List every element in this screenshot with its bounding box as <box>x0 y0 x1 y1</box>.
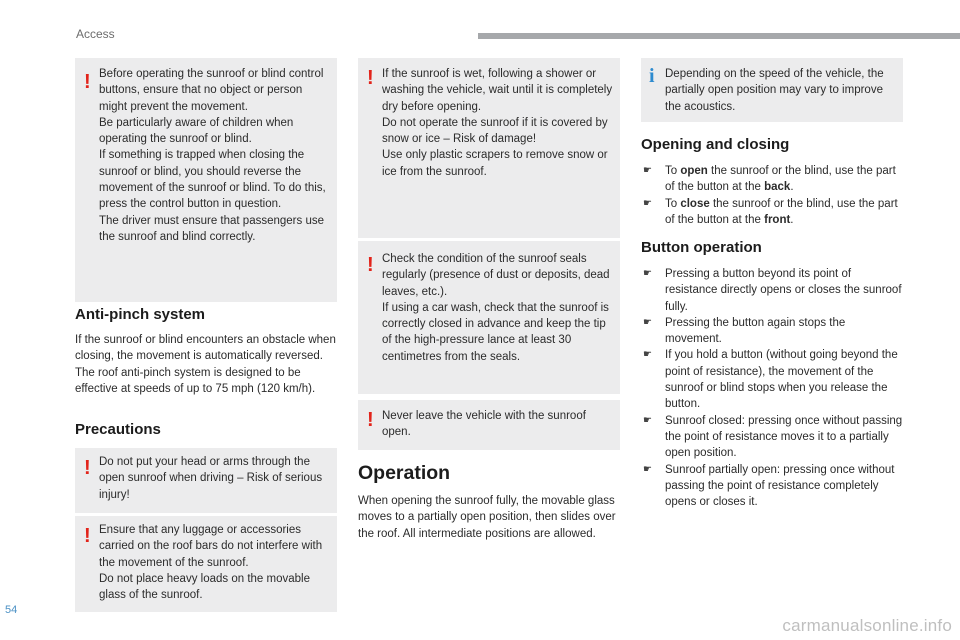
paragraph: Do not place heavy loads on the movable glass of the sunroof. <box>99 572 310 602</box>
heading-button-operation: Button operation <box>641 239 762 256</box>
warning-box-sunroof-operation <box>75 58 337 302</box>
pointing-hand-bullet-icon: ☛ <box>643 316 652 328</box>
list-item: ☛ Pressing the button again stops the movement. <box>643 316 846 346</box>
pointing-hand-bullet-icon: ☛ <box>643 197 652 209</box>
warning-box-roof-bars <box>75 516 337 612</box>
warning-icon: ! <box>84 525 91 547</box>
paragraph: Do not operate the sunroof if it is covered by snow or ice – Risk of damage! <box>382 116 608 146</box>
paragraph: If using a car wash, check that the sunroof is correctly closed in advance and keep the tip of the high-pressure lance at least 30 centimetres from the seals. <box>382 301 609 363</box>
paragraph: Before operating the sunroof or blind control buttons, ensure that no object or person might prevent the movement. <box>99 68 324 113</box>
warning-icon: ! <box>367 67 374 89</box>
warning-icon: ! <box>367 409 374 431</box>
info-icon: i <box>649 65 655 87</box>
paragraph: The roof anti-pinch system is designed to be effective at speeds of up to 75 mph (120 km/h). <box>75 366 316 395</box>
pointing-hand-bullet-icon: ☛ <box>643 349 652 361</box>
paragraph: Ensure that any luggage or accessories carried on the roof bars do not interfere with the movement of the sunroof. <box>99 524 323 569</box>
warning-box-leave-vehicle <box>358 400 620 450</box>
page-number: 54 <box>5 604 18 616</box>
paragraph: If the sunroof or blind encounters an obstacle when closing, the movement is automatically reversed. <box>75 334 336 363</box>
list-item: ☛ Sunroof partially open: pressing once without passing the point of resistance completely opens or closes it. <box>643 463 895 509</box>
watermark: carmanualsonline.info <box>782 616 952 635</box>
warning-box-head-arms <box>75 448 337 513</box>
pointing-hand-bullet-icon: ☛ <box>643 268 652 279</box>
heading-operation: Operation <box>358 462 451 484</box>
paragraph: Depending on the speed of the vehicle, the partially open position may vary to improve the acoustics. <box>665 68 884 113</box>
warning-box-wet-sunroof <box>358 58 620 238</box>
pointing-hand-bullet-icon: ☛ <box>643 165 652 176</box>
list-item: ☛ Sunroof closed: pressing once without passing the point of resistance moves it to a partially open position. <box>643 414 903 460</box>
pointing-hand-bullet-icon: ☛ <box>643 414 652 426</box>
paragraph: The driver must ensure that passengers use the sunroof and blind correctly. <box>99 214 325 243</box>
operation-text <box>358 493 620 542</box>
heading-precautions: Precautions <box>75 421 161 438</box>
section-title: Access <box>76 27 115 41</box>
header-bar <box>478 33 960 39</box>
warning-box-seals <box>358 241 620 394</box>
paragraph: Do not put your head or arms through the open sunroof when driving – Risk of serious injury! <box>99 456 323 501</box>
anti-pinch-text <box>75 332 337 397</box>
paragraph: Never leave the vehicle with the sunroof open. <box>382 410 586 439</box>
warning-icon: ! <box>367 254 374 276</box>
heading-opening-closing: Opening and closing <box>641 136 790 153</box>
paragraph: When opening the sunroof fully, the movable glass moves to a partially open position, then slides over the roof. All intermediate positions are allowed. <box>358 495 616 540</box>
list-item: ☛ Pressing a button beyond its point of resistance directly opens or closes the sunroof fully. <box>643 268 902 313</box>
heading-anti-pinch: Anti-pinch system <box>75 306 206 323</box>
paragraph: Check the condition of the sunroof seals regularly (presence of dust or deposits, dead leaves, etc.). <box>382 253 610 298</box>
button-operation-list <box>643 266 905 510</box>
paragraph: If something is trapped when closing the sunroof or blind, you should reverse the movement of the sunroof or blind. To do this, press the control button in question. <box>99 149 326 211</box>
opening-closing-list <box>643 163 905 228</box>
list-item: ☛ To close the sunroof or the blind, use the part of the button at the front. <box>643 197 898 226</box>
paragraph: Use only plastic scrapers to remove snow or ice from the sunroof. <box>382 149 608 178</box>
paragraph: Be particularly aware of children when operating the sunroof or blind. <box>99 116 294 146</box>
warning-icon: ! <box>84 457 91 479</box>
warning-icon: ! <box>84 71 91 93</box>
paragraph: If the sunroof is wet, following a shower or washing the vehicle, wait until it is completely dry before opening. <box>382 68 613 113</box>
pointing-hand-bullet-icon: ☛ <box>643 463 652 475</box>
list-item: ☛ To open the sunroof or the blind, use the part of the button at the back. <box>643 165 896 194</box>
info-box-acoustics <box>641 58 903 122</box>
list-item: ☛ If you hold a button (without going beyond the point of resistance), the movement of the sunroof or blind stops when you release the button. <box>643 349 898 411</box>
